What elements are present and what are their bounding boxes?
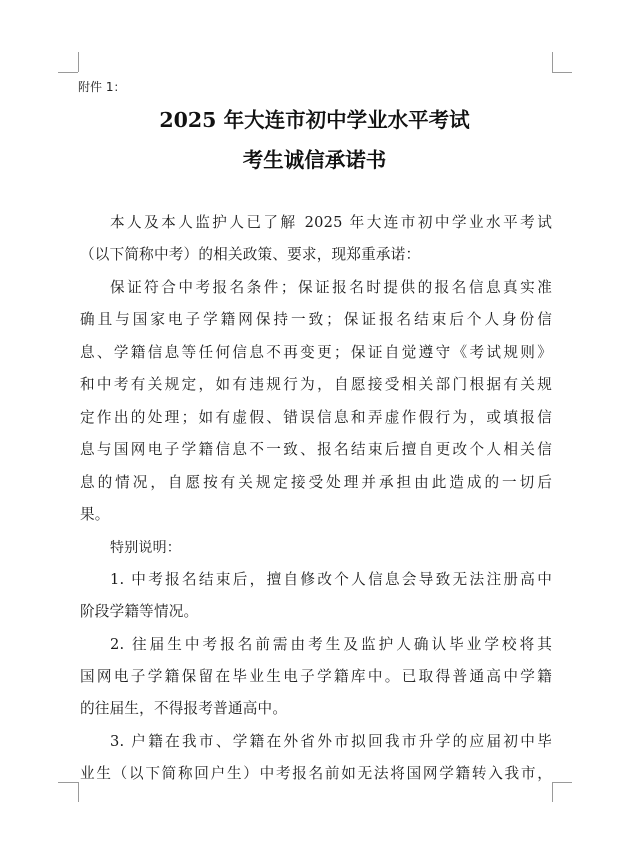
paragraph-line: 本人及本人监护人已了解 2025 年大连市初中学业水平考试 — [110, 214, 552, 231]
section-heading: 特别说明： — [110, 540, 181, 556]
crop-mark-bottom-left — [58, 782, 78, 783]
paragraph-line: 确且与国家电子学籍网保持一致；保证报名结束后个人身份信 — [80, 311, 552, 328]
paragraph-line: 业生（以下简称回户生）中考报名前如无法将国网学籍转入我市， — [80, 765, 552, 782]
crop-mark-bottom-right — [552, 782, 553, 802]
crop-mark-bottom-left — [78, 782, 79, 802]
paragraph-line: 息与国网电子学籍信息不一致、报名结束后擅自更改个人相关信 — [80, 441, 552, 458]
paragraph-line: （以下简称中考）的相关政策、要求，现郑重承诺： — [80, 246, 421, 263]
page-title: 2025 年大连市初中学业水平考试 — [159, 108, 470, 132]
paragraph-line: 的往届生，不得报考普通高中。 — [80, 700, 288, 717]
crop-mark-top-left — [78, 52, 79, 72]
paragraph-line: 国网电子学籍保留在毕业生电子学籍库中。已取得普通高中学籍 — [80, 668, 552, 685]
page-subtitle: 考生诚信承诺书 — [242, 148, 387, 172]
paragraph-line: 定作出的处理；如有虚假、错误信息和弄虚作假行为，或填报信 — [80, 409, 552, 426]
paragraph-line: 阶段学籍等情况。 — [80, 603, 199, 620]
paragraph-line: 3. 户籍在我市、学籍在外省外市拟回我市升学的应届初中毕 — [110, 733, 552, 750]
crop-mark-top-right — [552, 72, 572, 73]
crop-mark-bottom-right — [552, 782, 572, 783]
paragraph-line: 保证符合中考报名条件；保证报名时提供的报名信息真实准 — [110, 279, 552, 296]
paragraph-line: 和中考有关规定，如有违规行为，自愿接受相关部门根据有关规 — [80, 376, 552, 393]
paragraph-line: 2. 往届生中考报名前需由考生及监护人确认毕业学校将其 — [110, 636, 552, 653]
crop-mark-top-right — [552, 52, 553, 72]
attachment-label: 附件 1： — [78, 80, 126, 94]
paragraph-line: 1. 中考报名结束后，擅自修改个人信息会导致无法注册高中 — [110, 571, 552, 588]
paragraph-line: 息、学籍信息等任何信息不再变更；保证自觉遵守《考试规则》 — [80, 344, 552, 361]
crop-mark-top-left — [58, 72, 78, 73]
paragraph-line: 果。 — [80, 506, 110, 523]
paragraph-line: 息的情况，自愿按有关规定接受处理并承担由此造成的一切后 — [80, 474, 552, 491]
